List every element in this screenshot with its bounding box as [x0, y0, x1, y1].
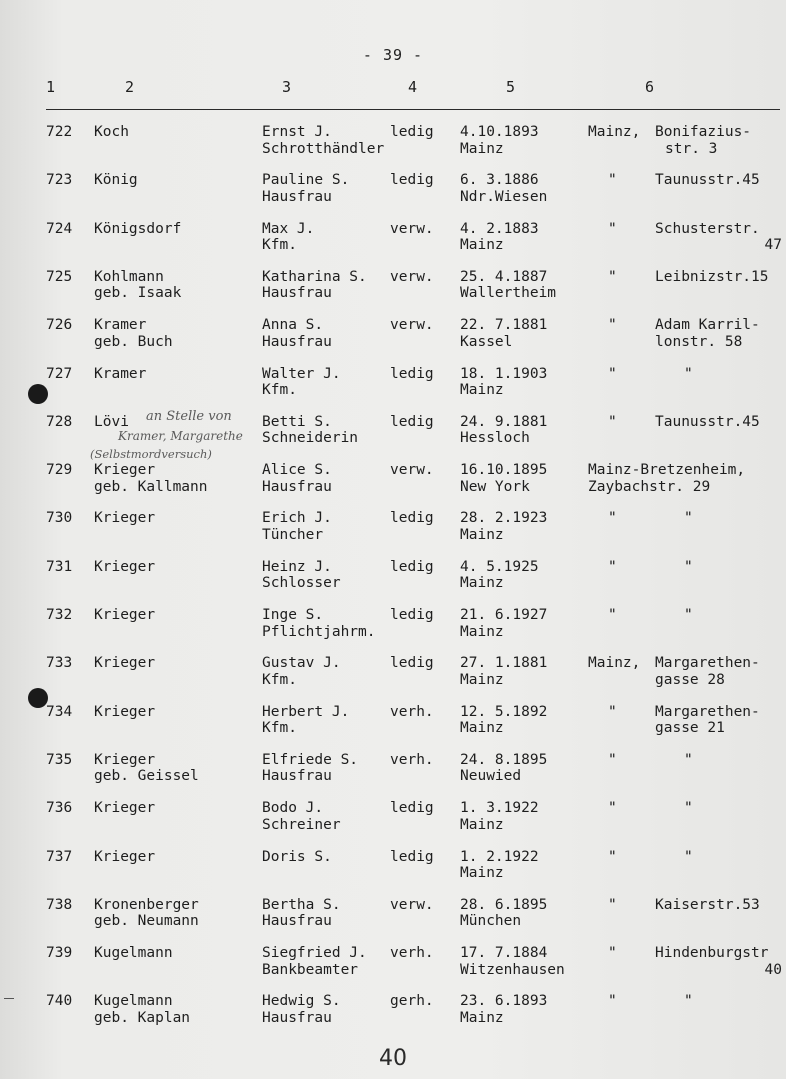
entry-number: 729 [46, 462, 73, 479]
marital-status: ledig [390, 365, 434, 382]
given-name: Inge S. [262, 607, 324, 623]
occupation: Kfm. [262, 237, 297, 254]
given-name: Erich J. [262, 510, 332, 527]
given-name: Betti S. [262, 413, 332, 430]
marital-status: verw. [390, 317, 434, 334]
birth-date: 6. 3.1886 [460, 172, 539, 189]
residence-city: " [608, 413, 617, 430]
marital-status: verw. [390, 896, 434, 913]
header-rule [46, 109, 780, 110]
surname: Koch [94, 124, 129, 140]
birth-date: 1. 2.1922 [460, 848, 539, 865]
surname: Königsdorf [94, 220, 182, 237]
occupation: Hausfrau [262, 768, 332, 785]
residence-street: Margarethen- [655, 703, 760, 720]
surname: Krieger [94, 800, 156, 817]
surname: Kramer [94, 317, 147, 334]
residence-city: " [608, 317, 617, 334]
table-row [0, 172, 786, 218]
given-name: Siegfried J. [262, 945, 367, 962]
occupation: Hausfrau [262, 1009, 332, 1026]
occupation: Hausfrau [262, 478, 332, 495]
given-name: Bodo J. [262, 800, 324, 817]
marital-status: verw. [390, 268, 434, 285]
column-header-4: 4 [408, 78, 418, 96]
surname: Krieger [94, 510, 156, 527]
birth-date: 24. 9.1881 [460, 413, 548, 430]
handwritten-page-number: 40 [379, 1046, 407, 1071]
residence-city: " [608, 896, 617, 913]
surname: Kronenberger [94, 896, 199, 913]
residence-street: Bonifazius- [655, 124, 752, 140]
table-row [0, 269, 786, 315]
marital-status: verh. [390, 945, 434, 962]
residence-city: " [608, 848, 617, 865]
residence-street-cont: str. 3 [665, 140, 718, 157]
entry-number: 735 [46, 751, 73, 768]
residence-street: " [684, 993, 693, 1010]
maiden-name: geb. Geissel [94, 768, 199, 785]
maiden-name: geb. Isaak [94, 285, 182, 302]
residence-city: " [608, 172, 617, 189]
birth-place: Mainz [460, 865, 504, 881]
occupation: Kfm. [262, 382, 297, 398]
entry-number: 739 [46, 945, 73, 962]
given-name: Max J. [262, 220, 315, 237]
residence-street: " [684, 848, 693, 865]
residence-street: " [684, 365, 693, 382]
birth-place: Kassel [460, 333, 513, 350]
occupation: Hausfrau [262, 188, 332, 205]
residence-street: Taunusstr.45 [655, 413, 760, 430]
marital-status: ledig [390, 172, 434, 189]
residence-city: " [608, 365, 617, 382]
residence-street: " [684, 751, 693, 768]
entry-number: 728 [46, 413, 73, 430]
occupation: Hausfrau [262, 913, 332, 930]
surname: Kramer [94, 365, 147, 382]
table-row [0, 800, 786, 846]
surname: Lövi [94, 413, 129, 430]
residence-street-cont: gasse 21 [655, 720, 725, 737]
birth-date: 21. 6.1927 [460, 607, 548, 623]
residence-street: Margarethen- [655, 655, 760, 672]
birth-date: 4. 2.1883 [460, 220, 539, 237]
residence-street-cont: lonstr. 58 [655, 333, 743, 350]
residence-city: " [608, 800, 617, 817]
table-row [0, 752, 786, 798]
occupation: Tüncher [262, 526, 324, 543]
handwritten-note-line1: an Stelle von [146, 409, 232, 424]
entry-number: 727 [46, 365, 73, 382]
birth-date: 18. 1.1903 [460, 365, 548, 382]
residence-street: " [684, 510, 693, 527]
surname: Kugelmann [94, 993, 173, 1010]
residence-city: " [608, 945, 617, 962]
birth-place: München [460, 913, 522, 930]
residence-street: Leibnizstr.15 [655, 268, 769, 285]
entry-number: 722 [46, 124, 73, 140]
birth-date: 12. 5.1892 [460, 703, 548, 720]
occupation: Bankbeamter [262, 961, 359, 978]
birth-place: Mainz [460, 1009, 504, 1026]
residence-street: " [684, 800, 693, 817]
birth-date: 27. 1.1881 [460, 655, 548, 672]
residence-street: Schusterstr. [655, 220, 760, 237]
birth-place: Wallertheim [460, 285, 557, 302]
entry-number: 740 [46, 993, 73, 1010]
surname: Kugelmann [94, 945, 173, 962]
entry-number: 730 [46, 510, 73, 527]
given-name: Heinz J. [262, 558, 332, 575]
residence-city: " [608, 751, 617, 768]
table-row [0, 607, 786, 653]
occupation: Hausfrau [262, 333, 332, 350]
given-name: Anna S. [262, 317, 324, 334]
punch-hole-bottom [28, 688, 48, 708]
entry-number: 737 [46, 848, 73, 865]
maiden-name: geb. Neumann [94, 913, 199, 930]
birth-place: Mainz [460, 237, 504, 254]
given-name: Pauline S. [262, 172, 350, 189]
surname: Kohlmann [94, 268, 164, 285]
column-header-2: 2 [125, 78, 135, 96]
entry-number: 736 [46, 800, 73, 817]
table-row [0, 704, 786, 750]
given-name: Doris S. [262, 848, 332, 865]
marital-status: verw. [390, 220, 434, 237]
residence-street: " [684, 558, 693, 575]
handwritten-note-line3: (Selbstmordversuch) [90, 447, 212, 461]
entry-number: 725 [46, 268, 73, 285]
birth-date: 28. 2.1923 [460, 510, 548, 527]
given-name: Ernst J. [262, 124, 332, 140]
residence-street: Taunusstr.45 [655, 172, 760, 189]
birth-place: Mainz [460, 671, 504, 688]
residence-city: Mainz, [588, 124, 641, 140]
maiden-name: geb. Kallmann [94, 478, 208, 495]
surname: Krieger [94, 462, 156, 479]
residence-street: Zaybachstr. 29 [588, 478, 711, 495]
residence-city: " [608, 268, 617, 285]
occupation: Schrotthändler [262, 140, 385, 157]
birth-place: Mainz [460, 140, 504, 157]
residence-street-cont: gasse 28 [655, 671, 725, 688]
given-name: Herbert J. [262, 703, 350, 720]
entry-number: 734 [46, 703, 73, 720]
residence-city: Mainz, [588, 655, 641, 672]
birth-date: 25. 4.1887 [460, 268, 548, 285]
table-row [0, 221, 786, 267]
residence-city: " [608, 607, 617, 623]
marital-status: ledig [390, 800, 434, 817]
marital-status: ledig [390, 848, 434, 865]
residence-city: " [608, 220, 617, 237]
given-name: Hedwig S. [262, 993, 341, 1010]
residence-street: Hindenburgstr [655, 945, 769, 962]
given-name: Katharina S. [262, 268, 367, 285]
birth-place: Mainz [460, 382, 504, 398]
surname: Krieger [94, 558, 156, 575]
table-row [0, 366, 786, 412]
residence-street: Kaiserstr.53 [655, 896, 760, 913]
occupation: Kfm. [262, 720, 297, 737]
entry-number: 723 [46, 172, 73, 189]
birth-place: Hessloch [460, 430, 530, 447]
surname: Krieger [94, 751, 156, 768]
column-header-5: 5 [506, 78, 516, 96]
punch-hole-top [28, 384, 48, 404]
marital-status: verh. [390, 751, 434, 768]
birth-place: Mainz [460, 816, 504, 833]
given-name: Elfriede S. [262, 751, 359, 768]
occupation: Pflichtjahrm. [262, 623, 376, 640]
residence-street-cont: 40 [764, 961, 782, 978]
birth-date: 17. 7.1884 [460, 945, 548, 962]
occupation: Hausfrau [262, 285, 332, 302]
birth-date: 22. 7.1881 [460, 317, 548, 334]
surname: Krieger [94, 607, 156, 623]
entry-number: 731 [46, 558, 73, 575]
given-name: Walter J. [262, 365, 341, 382]
occupation: Schneiderin [262, 430, 359, 447]
handwritten-note-line2: Kramer, Margarethe [118, 429, 243, 443]
residence-street: " [684, 607, 693, 623]
surname: Krieger [94, 848, 156, 865]
table-row [0, 945, 786, 991]
table-row [0, 510, 786, 556]
birth-date: 24. 8.1895 [460, 751, 548, 768]
marital-status: verw. [390, 462, 434, 479]
occupation: Schreiner [262, 816, 341, 833]
maiden-name: geb. Kaplan [94, 1009, 191, 1026]
birth-date: 4. 5.1925 [460, 558, 539, 575]
surname: Krieger [94, 655, 156, 672]
table-row [0, 897, 786, 943]
given-name: Gustav J. [262, 655, 341, 672]
birth-place: New York [460, 478, 530, 495]
birth-date: 28. 6.1895 [460, 896, 548, 913]
marital-status: ledig [390, 124, 434, 140]
table-row [0, 849, 786, 895]
entry-number: 738 [46, 896, 73, 913]
surname: Krieger [94, 703, 156, 720]
column-header-1: 1 [46, 78, 56, 96]
birth-date: 23. 6.1893 [460, 993, 548, 1010]
birth-date: 4.10.1893 [460, 124, 539, 140]
birth-place: Witzenhausen [460, 961, 565, 978]
maiden-name: geb. Buch [94, 333, 173, 350]
marital-status: verh. [390, 703, 434, 720]
birth-place: Mainz [460, 720, 504, 737]
entry-number: 724 [46, 220, 73, 237]
table-row [0, 317, 786, 363]
residence-city: " [608, 510, 617, 527]
surname: König [94, 172, 138, 189]
birth-place: Ndr.Wiesen [460, 188, 548, 205]
page-number: - 39 - [362, 46, 424, 64]
residence-city: Mainz-Bretzenheim, [588, 462, 746, 479]
entry-number: 733 [46, 655, 73, 672]
table-row [0, 124, 786, 170]
residence-city: " [608, 993, 617, 1010]
column-header-6: 6 [645, 78, 655, 96]
birth-place: Mainz [460, 575, 504, 592]
marital-status: ledig [390, 413, 434, 430]
table-row [0, 559, 786, 605]
birth-date: 1. 3.1922 [460, 800, 539, 817]
residence-city: " [608, 703, 617, 720]
birth-place: Mainz [460, 526, 504, 543]
residence-street: Adam Karril- [655, 317, 760, 334]
residence-street-cont: 47 [764, 237, 782, 254]
marital-status: ledig [390, 510, 434, 527]
entry-number: 732 [46, 607, 73, 623]
given-name: Alice S. [262, 462, 332, 479]
table-row [0, 462, 786, 508]
given-name: Bertha S. [262, 896, 341, 913]
residence-city: " [608, 558, 617, 575]
column-header-3: 3 [282, 78, 292, 96]
occupation: Schlosser [262, 575, 341, 592]
marital-status: ledig [390, 607, 434, 623]
birth-place: Mainz [460, 623, 504, 640]
marital-status: gerh. [390, 993, 434, 1010]
marital-status: ledig [390, 655, 434, 672]
birth-date: 16.10.1895 [460, 462, 548, 479]
entry-number: 726 [46, 317, 73, 334]
marital-status: ledig [390, 558, 434, 575]
occupation: Kfm. [262, 671, 297, 688]
table-row [0, 655, 786, 701]
birth-place: Neuwied [460, 768, 522, 785]
table-row [0, 993, 786, 1039]
